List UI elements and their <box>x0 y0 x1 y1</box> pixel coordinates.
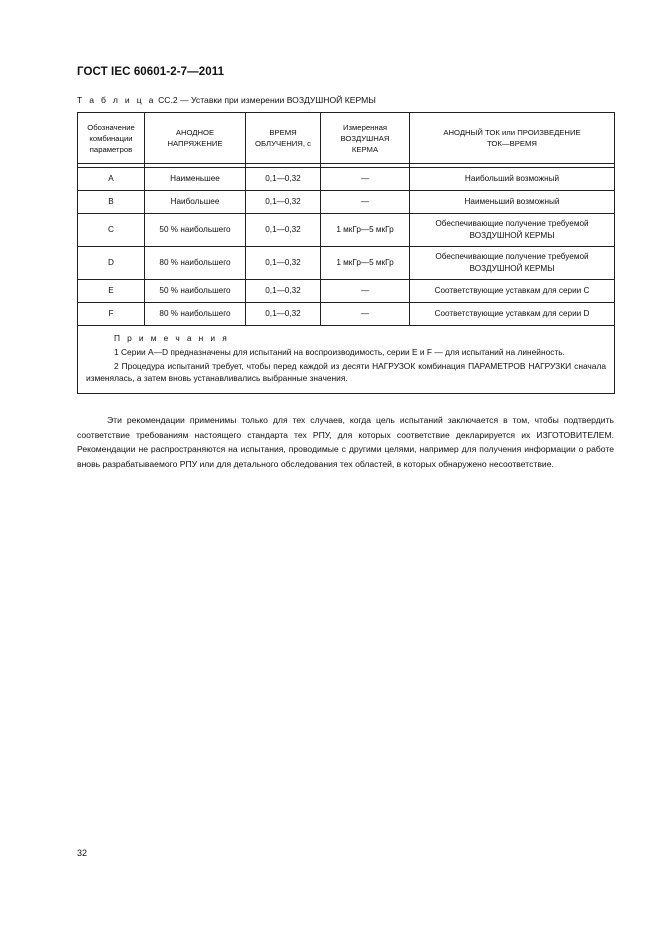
table-row <box>78 280 615 303</box>
cell-id: A <box>78 168 145 191</box>
note-1: 1 Серии A—D предназначены для испытаний на воспроизводимость, серии E и F — для испытаний на линейность. <box>114 347 565 357</box>
cell-voltage: 80 % наибольшего <box>145 303 246 326</box>
cell-kerma: — <box>321 303 410 326</box>
header-combination: Обозначение комбинации параметров <box>78 113 145 164</box>
cell-id: F <box>78 303 145 326</box>
table-caption-title: СС.2 — Уставки при измерении ВОЗДУШНОЙ КЕРМЫ <box>155 95 376 105</box>
cell-kerma: — <box>321 168 410 191</box>
cell-id: C <box>78 214 145 247</box>
page-number: 32 <box>77 848 88 858</box>
notes-title: П р и м е ч а н и я <box>114 333 230 343</box>
table-row <box>78 247 615 280</box>
cell-time: 0,1—0,32 <box>246 303 321 326</box>
cell-kerma: 1 мкГр—5 мкГр <box>321 214 410 247</box>
header-air-kerma: Измеренная ВОЗДУШНАЯ КЕРМА <box>321 113 410 164</box>
cell-current: Наибольший возможный <box>410 168 615 191</box>
cell-kerma: — <box>321 191 410 214</box>
cell-voltage: 80 % наибольшего <box>145 247 246 280</box>
table-notes <box>78 326 615 394</box>
header-exposure-time: ВРЕМЯ ОБЛУЧЕНИЯ, с <box>246 113 321 164</box>
cell-time: 0,1—0,32 <box>246 168 321 191</box>
cell-voltage: Наибольшее <box>145 191 246 214</box>
table-row <box>78 168 615 191</box>
cell-current: Соответствующие уставкам для серии D <box>410 303 615 326</box>
cell-time: 0,1—0,32 <box>246 214 321 247</box>
body-paragraph: Эти рекомендации применимы только для тех случаев, когда цель испытаний заключается в том, чтобы подтвердить соответствие требованиям настоящего стандарта тех РПУ, для которых соответствие декларируется их ИЗГОТОВИТЕЛЕМ. Рекомендации не распространяются на испытания, проводимые с другими целями, например для получения информации о работе вновь разрабатываемого РПУ или для детального обследования тех областей, в которых обнаружено несоответствие. <box>77 415 614 469</box>
table-caption-prefix: Т а б л и ц а <box>77 95 156 105</box>
table-row <box>78 191 615 214</box>
cell-time: 0,1—0,32 <box>246 280 321 303</box>
settings-table <box>77 112 615 394</box>
cell-current: Обеспечивающие получение требуемой ВОЗДУШНОЙ КЕРМЫ <box>410 247 615 280</box>
standard-header: ГОСТ IEC 60601-2-7—2011 <box>77 66 225 78</box>
cell-voltage: 50 % наибольшего <box>145 280 246 303</box>
cell-id: D <box>78 247 145 280</box>
cell-id: E <box>78 280 145 303</box>
table-caption <box>77 95 376 105</box>
table-header-row <box>78 113 615 164</box>
cell-time: 0,1—0,32 <box>246 191 321 214</box>
cell-current: Наименьший возможный <box>410 191 615 214</box>
cell-voltage: Наименьшее <box>145 168 246 191</box>
header-anode-current: АНОДНЫЙ ТОК или ПРОИЗВЕДЕНИЕ ТОК—ВРЕМЯ <box>410 113 615 164</box>
cell-current: Обеспечивающие получение требуемой ВОЗДУШНОЙ КЕРМЫ <box>410 214 615 247</box>
table-notes-row <box>78 326 615 394</box>
cell-id: B <box>78 191 145 214</box>
table-row <box>78 214 615 247</box>
cell-time: 0,1—0,32 <box>246 247 321 280</box>
cell-voltage: 50 % наибольшего <box>145 214 246 247</box>
table-row <box>78 303 615 326</box>
note-2: 2 Процедура испытаний требует, чтобы перед каждой из десяти НАГРУЗОК комбинация ПАРАМЕТРОВ НАГРУЗКИ сначала изменялась, а затем вновь устанавливались выбранные значения. <box>86 361 606 383</box>
header-anode-voltage: АНОДНОЕ НАПРЯЖЕНИЕ <box>145 113 246 164</box>
cell-kerma: 1 мкГр—5 мкГр <box>321 247 410 280</box>
cell-kerma: — <box>321 280 410 303</box>
cell-current: Соответствующие уставкам для серии С <box>410 280 615 303</box>
